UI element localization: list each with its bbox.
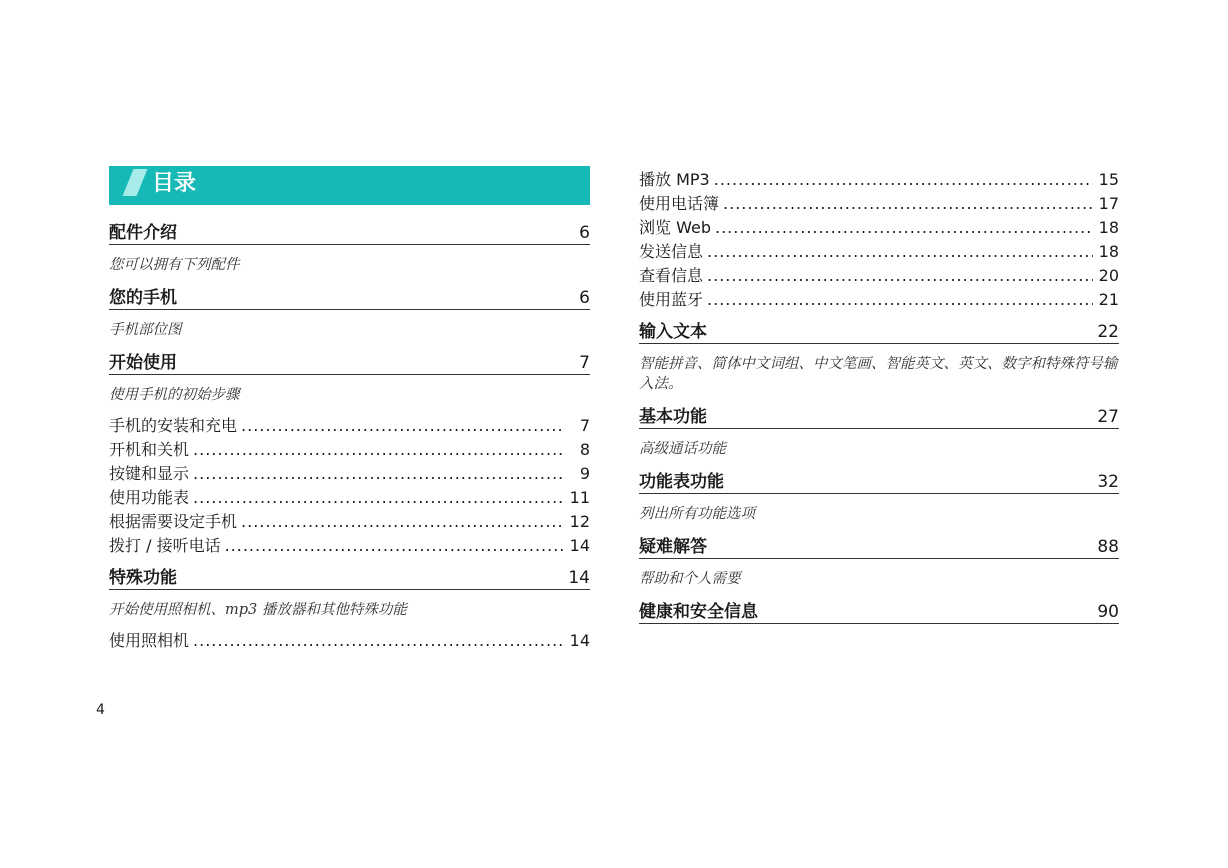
entry-title: 拨打 / 接听电话 xyxy=(109,536,221,555)
entry-page: 12 xyxy=(569,512,590,531)
section-description: 智能拼音、简体中文词组、中文笔画、智能英文、英文、数字和特殊符号输入法。 xyxy=(639,356,1118,392)
section-title: 功能表功能 xyxy=(639,472,724,492)
dot-leader xyxy=(241,414,564,438)
toc-entry[interactable] xyxy=(639,168,1119,192)
section-description: 您可以拥有下列配件 xyxy=(109,257,240,273)
toc-entry[interactable] xyxy=(109,414,590,438)
section-title: 开始使用 xyxy=(109,353,177,373)
entry-title: 使用照相机 xyxy=(109,631,190,650)
entry-title: 使用电话簿 xyxy=(639,194,720,213)
entry-title: 使用蓝牙 xyxy=(639,290,704,309)
section-page: 90 xyxy=(1097,602,1119,622)
toc-section-menu-functions[interactable] xyxy=(639,468,1119,494)
section-page: 22 xyxy=(1097,322,1119,342)
toc-entry[interactable] xyxy=(109,438,590,462)
toc-entry[interactable] xyxy=(109,629,590,653)
section-title: 基本功能 xyxy=(639,407,707,427)
entry-page: 18 xyxy=(1098,218,1119,237)
entry-page: 20 xyxy=(1098,266,1119,285)
section-description: 使用手机的初始步骤 xyxy=(109,387,240,403)
section-description: 手机部位图 xyxy=(109,322,182,338)
entry-page: 11 xyxy=(569,488,590,507)
section-description: 帮助和个人需要 xyxy=(639,571,741,587)
section-page: 6 xyxy=(579,288,590,308)
section-title: 疑难解答 xyxy=(639,537,707,557)
entry-page: 17 xyxy=(1098,194,1119,213)
toc-section-text-input[interactable] xyxy=(639,318,1119,344)
dot-leader xyxy=(714,168,1093,192)
toc-entry-list xyxy=(639,168,1119,312)
section-description: 高级通话功能 xyxy=(639,441,726,457)
section-page: 14 xyxy=(568,568,590,588)
toc-entry[interactable] xyxy=(639,192,1119,216)
entry-title: 播放 MP3 xyxy=(639,170,710,189)
toc-right-column xyxy=(639,168,1119,624)
dot-leader xyxy=(707,240,1093,264)
dot-leader xyxy=(225,534,564,558)
toc-entry[interactable] xyxy=(109,462,590,486)
toc-entry[interactable] xyxy=(109,510,590,534)
toc-title-bar xyxy=(109,166,590,205)
entry-page: 7 xyxy=(579,416,590,435)
section-page: 7 xyxy=(579,353,590,373)
title-slash-decoration xyxy=(123,169,148,196)
entry-title: 发送信息 xyxy=(639,242,704,261)
toc-entry[interactable] xyxy=(109,534,590,558)
dot-leader xyxy=(723,192,1093,216)
section-title: 您的手机 xyxy=(109,288,177,308)
entry-page: 15 xyxy=(1098,170,1119,189)
dot-leader xyxy=(193,462,564,486)
dot-leader xyxy=(715,216,1093,240)
entry-title: 使用功能表 xyxy=(109,488,190,507)
toc-entry[interactable] xyxy=(639,264,1119,288)
entry-page: 9 xyxy=(579,464,590,483)
entry-page: 14 xyxy=(569,536,590,555)
section-page: 88 xyxy=(1097,537,1119,557)
toc-entry[interactable] xyxy=(109,486,590,510)
dot-leader xyxy=(193,486,564,510)
entry-title: 查看信息 xyxy=(639,266,704,285)
entry-page: 14 xyxy=(569,631,590,650)
toc-entry[interactable] xyxy=(639,240,1119,264)
dot-leader xyxy=(241,510,564,534)
entry-title: 按键和显示 xyxy=(109,464,190,483)
toc-section-special-features[interactable] xyxy=(109,564,590,590)
section-description: 开始使用照相机、mp3 播放器和其他特殊功能 xyxy=(109,602,407,618)
entry-page: 8 xyxy=(579,440,590,459)
dot-leader xyxy=(193,438,564,462)
section-page: 27 xyxy=(1097,407,1119,427)
entry-title: 根据需要设定手机 xyxy=(109,512,238,531)
section-title: 输入文本 xyxy=(639,322,707,342)
entry-title: 浏览 Web xyxy=(639,218,711,237)
toc-section-getting-started[interactable] xyxy=(109,349,590,375)
dot-leader xyxy=(707,264,1093,288)
toc-section-health-safety[interactable] xyxy=(639,598,1119,624)
toc-title: 目录 xyxy=(152,171,197,196)
toc-section-your-phone[interactable] xyxy=(109,284,590,310)
section-title: 配件介绍 xyxy=(109,223,177,243)
toc-section-troubleshooting[interactable] xyxy=(639,533,1119,559)
section-title: 健康和安全信息 xyxy=(639,602,758,622)
toc-entry[interactable] xyxy=(639,288,1119,312)
section-page: 32 xyxy=(1097,472,1119,492)
section-description: 列出所有功能选项 xyxy=(639,506,755,522)
entry-page: 18 xyxy=(1098,242,1119,261)
toc-entry-list xyxy=(109,414,590,558)
dot-leader xyxy=(707,288,1093,312)
section-title: 特殊功能 xyxy=(109,568,177,588)
toc-section-basic-functions[interactable] xyxy=(639,403,1119,429)
page-number: 4 xyxy=(96,702,105,718)
entry-title: 手机的安装和充电 xyxy=(109,416,238,435)
entry-page: 21 xyxy=(1098,290,1119,309)
toc-left-column xyxy=(109,166,590,653)
dot-leader xyxy=(193,629,564,653)
toc-entry[interactable] xyxy=(639,216,1119,240)
entry-title: 开机和关机 xyxy=(109,440,190,459)
toc-section-accessories[interactable] xyxy=(109,219,590,245)
section-page: 6 xyxy=(579,223,590,243)
